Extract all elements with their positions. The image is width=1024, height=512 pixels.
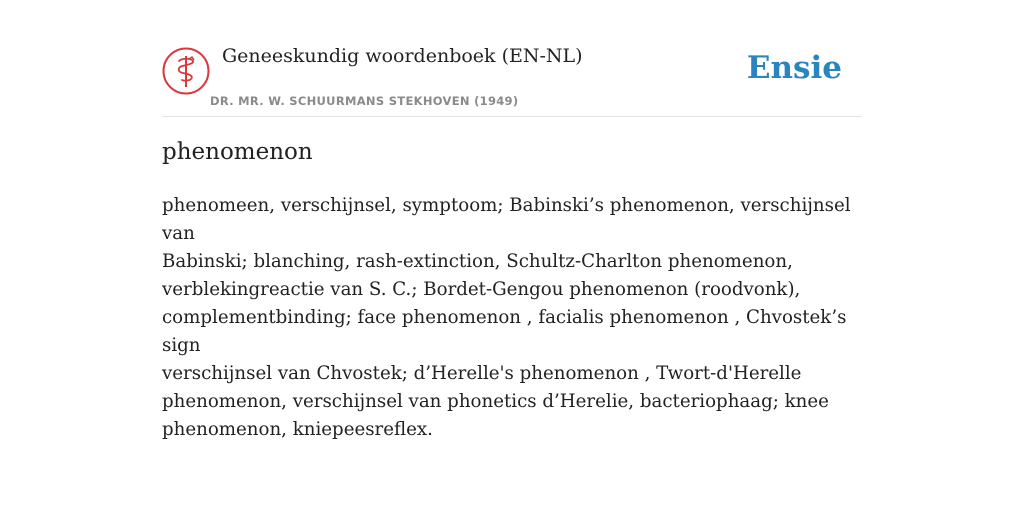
dictionary-header bbox=[162, 40, 862, 117]
definition-line: complementbinding; face phenomenon , facialis phenomenon , Chvostek’s sign bbox=[162, 307, 847, 356]
entry-definition bbox=[162, 192, 862, 444]
definition-line: phenomenon, kniepeesreflex. bbox=[162, 419, 433, 440]
definition-line: Babinski; blanching, rash-extinction, Schultz-Charlton phenomenon, bbox=[162, 251, 793, 272]
dictionary-title[interactable]: Geneeskundig woordenboek (EN-NL) bbox=[222, 45, 583, 67]
definition-line: phenomeen, verschijnsel, symptoom; Babinski’s phenomenon, verschijnsel van bbox=[162, 195, 851, 244]
caduceus-icon[interactable] bbox=[162, 47, 210, 95]
brand-logo-link[interactable]: Ensie bbox=[746, 50, 842, 86]
entry-headword: phenomenon bbox=[162, 139, 313, 165]
definition-line: verblekingreactie van S. C.; Bordet-Gengou phenomenon (roodvonk), bbox=[162, 279, 801, 300]
dictionary-author: DR. MR. W. SCHUURMANS STEKHOVEN (1949) bbox=[210, 94, 519, 108]
definition-line: phenomenon, verschijnsel van phonetics d’Herelie, bacteriophaag; knee bbox=[162, 391, 829, 412]
definition-line: verschijnsel van Chvostek; d’Herelle's phenomenon , Twort-d'Herelle bbox=[162, 363, 802, 384]
